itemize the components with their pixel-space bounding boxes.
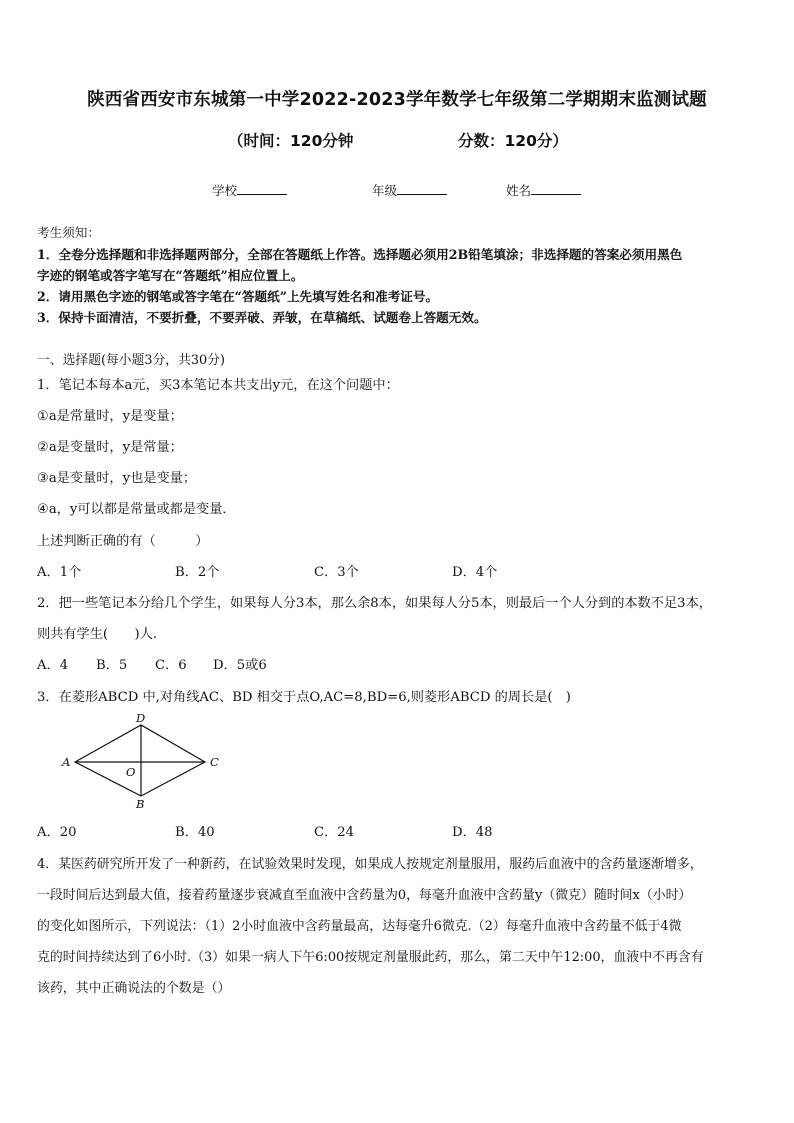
q1-question: 上述判断正确的有（ ） [37, 534, 209, 549]
notice-item-1-line-2: 字迹的钢笔或答字笔写在“答题纸”相应位置上。 [37, 268, 304, 283]
vertex-label-c: C [210, 755, 219, 769]
q4-line-2: 一段时间后达到最大值，接着药量逐步衰减直至血液中含药量为0，每毫升血液中含药量y（微克）随时间x（小时） [37, 888, 692, 903]
q1-statement-1: ①a是常量时，y是变量； [37, 409, 183, 424]
center-label-o: O [126, 765, 136, 779]
q1-option-b[interactable]: B．2个 [175, 565, 220, 580]
q4-line-3: 的变化如图所示，下列说法：（1）2小时血液中含药量最高，达每毫升6微克.（2）每毫升血液中含药量不低于4微 [37, 919, 682, 934]
name-blank[interactable] [531, 182, 581, 195]
vertex-label-b: B [136, 797, 145, 811]
rhombus-figure [58, 713, 228, 813]
notice-item-3: 3．保持卡面清洁，不要折叠，不要弄破、弄皱，在草稿纸、试题卷上答题无效。 [37, 310, 487, 325]
q3-stem: 3．在菱形ABCD 中,对角线AC、BD 相交于点O,AC=8,BD=6,则菱形ABCD 的周长是( ) [37, 690, 571, 705]
q1-statement-2: ②a是变量时，y是常量； [37, 440, 183, 455]
q4-line-1: 4．某医药研究所开发了一种新药，在试验效果时发现，如果成人按规定剂量服用，服药后血液中的含药量逐渐增多， [37, 857, 703, 872]
q1-option-a[interactable]: A．1个 [37, 565, 82, 580]
q2-option-d[interactable]: D．5或6 [213, 658, 267, 673]
notice-item-2: 2．请用黑色字迹的钢笔或答字笔在“答题纸”上先填写姓名和准考证号。 [37, 289, 439, 304]
q2-line-1: 2．把一些笔记本分给几个学生，如果每人分3本，那么余8本，如果每人分5本，则最后一个人分到的本数不足3本， [37, 596, 712, 611]
q2-option-b[interactable]: B．5 [96, 658, 128, 673]
grade-blank[interactable] [397, 182, 447, 195]
q4-line-5: 该药，其中正确说法的个数是（） [37, 981, 231, 996]
q1-statement-3: ③a是变量时，y也是变量； [37, 471, 197, 486]
section-heading: 一、选择题(每小题3分，共30分) [37, 353, 225, 368]
vertex-label-d: D [136, 713, 146, 725]
q1-option-d[interactable]: D．4个 [452, 565, 498, 580]
notice-heading: 考生须知： [37, 225, 100, 240]
rhombus-outline [75, 725, 205, 796]
exam-time: （时间：120分钟 [228, 132, 354, 150]
q1-option-c[interactable]: C．3个 [314, 565, 359, 580]
q1-statement-4: ④a，y可以都是常量或都是变量． [37, 502, 236, 517]
q3-option-a[interactable]: A．20 [37, 825, 77, 840]
q3-option-d[interactable]: D．48 [452, 825, 493, 840]
name-field [506, 181, 581, 199]
q2-line-2: 则共有学生( )人. [37, 627, 157, 642]
q2-option-c[interactable]: C．6 [155, 658, 187, 673]
notice-item-1-line-1: 1．全卷分选择题和非选择题两部分，全部在答题纸上作答。选择题必须用2B铅笔填涂；非选择题的答案必须用黑色 [37, 247, 683, 262]
q3-option-b[interactable]: B．40 [175, 825, 215, 840]
page-title: 陕西省西安市东城第一中学2022-2023学年数学七年级第二学期期末监测试题 [87, 90, 707, 110]
grade-label: 年级 [372, 183, 398, 198]
grade-field [372, 181, 447, 199]
school-label: 学校 [212, 183, 238, 198]
q3-option-c[interactable]: C．24 [314, 825, 355, 840]
q1-stem: 1．笔记本每本a元，买3本笔记本共支出y元，在这个问题中： [37, 378, 399, 393]
school-blank[interactable] [237, 182, 287, 195]
name-label: 姓名 [506, 183, 532, 198]
exam-score: 分数：120分） [458, 132, 568, 150]
q2-option-a[interactable]: A．4 [37, 658, 69, 673]
school-field [212, 181, 287, 199]
vertex-label-a: A [62, 755, 71, 769]
q4-line-4: 克的时间持续达到了6小时.（3）如果一病人下午6:00按规定剂量服此药，那么，第二天中午12:00，血液中不再含有 [37, 950, 704, 965]
